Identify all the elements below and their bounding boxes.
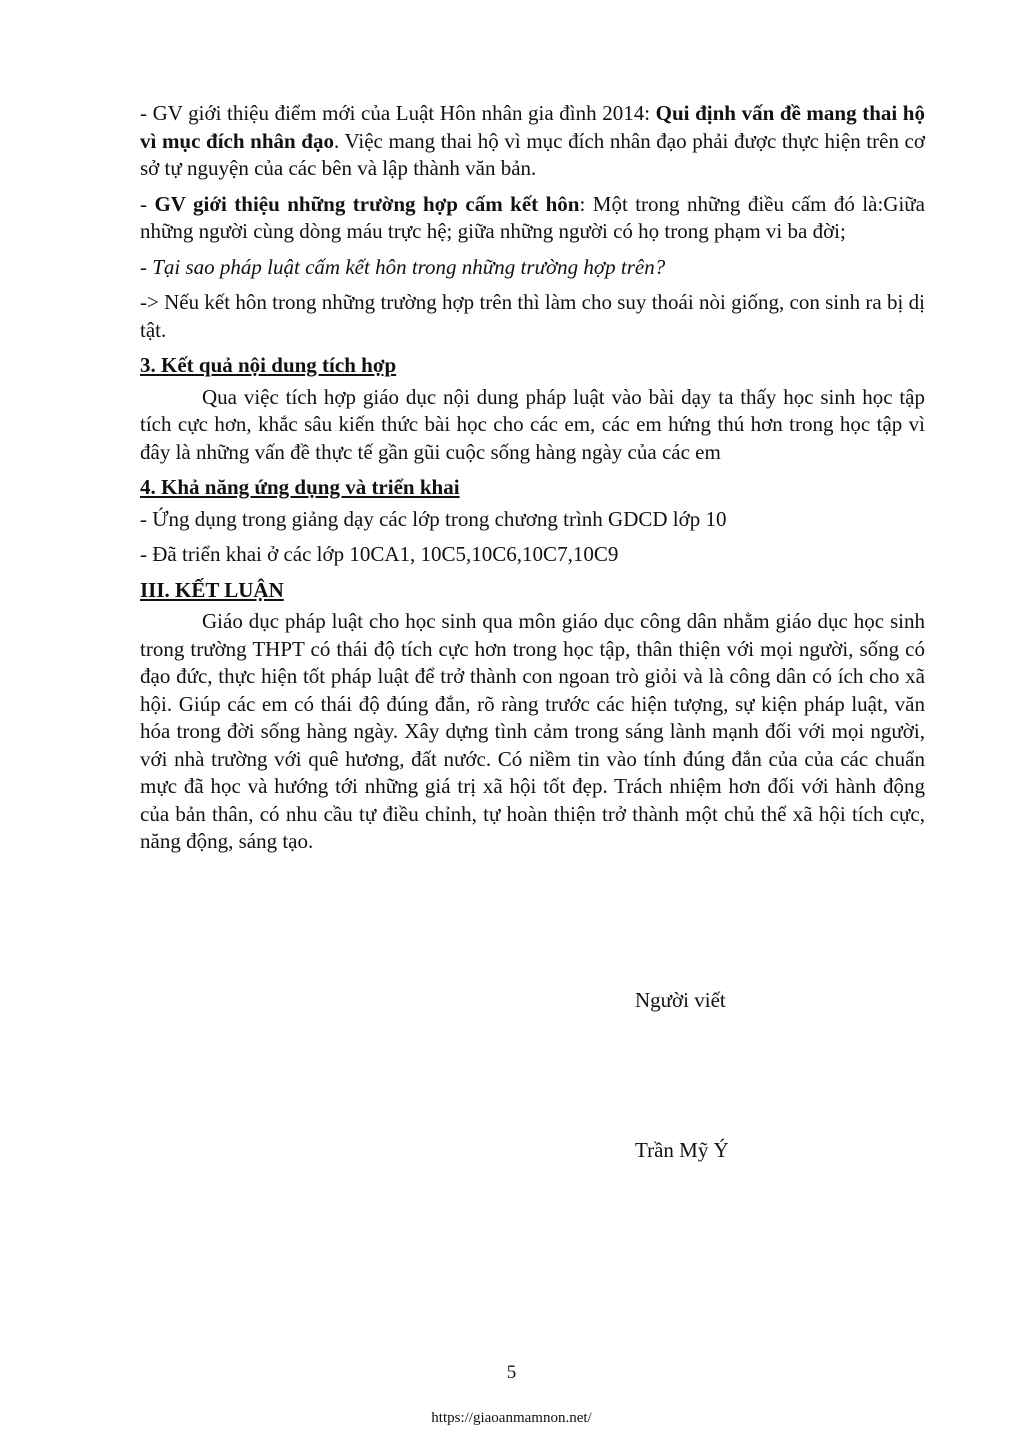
footer-url[interactable]: https://giaoanmamnon.net/ (431, 1410, 592, 1426)
paragraph-text: - (140, 254, 153, 279)
paragraph-answer: -> Nếu kết hôn trong những trường hợp trên thì làm cho suy thoái nòi giống, con sinh ra bị dị tật. (140, 290, 925, 342)
paragraph-text: : Một trong những điều cấm đó là:Giữa những người cùng dòng máu trực hệ; giữa những người có họ trong phạm vi ba đời; (140, 191, 925, 243)
bold-phrase: Qui định vấn đề mang thai hộ vì mục đích nhân đạo (140, 101, 925, 153)
section-4-item: - Đã triển khai ở các lớp 10CA1, 10C5,10C6,10C7,10C9 (140, 542, 619, 566)
page-content (140, 100, 925, 864)
conclusion-body: Giáo dục pháp luật cho học sinh qua môn giáo dục công dân nhằm giáo dục học sinh trong trường THPT có thái độ tích cực hơn trong học tập, thân thiện với mọi người, sống có đạo đức, thực hiện tốt pháp luật để trở thành con ngoan trò giỏi và là công dân có ích cho xã hội. Giúp các em có thái độ đúng đắn, rõ ràng trước các hiện tượng, sự kiện pháp luật, văn hóa trong đời sống hàng ngày. Xây dựng tình cảm trong sáng lành mạnh đối với mọi người, với nhà trường với quê hương, đất nước. Có niềm tin vào tính đúng đắn của của các chuẩn mực đã học và hướng tới những giá trị xã hội tốt đẹp. Trách nhiệm hơn đối với hành động của bản thân, có nhu cầu tự điều chỉnh, tự hoàn thiện trở thành một chủ thể xã hội tích cực, năng động, sáng tạo. (140, 609, 925, 853)
section-3-heading: 3. Kết quả nội dung tích hợp (140, 353, 397, 377)
paragraph-marriage-ban (140, 191, 925, 246)
signature-name: Trần Mỹ Ý (635, 1138, 729, 1162)
section-4-item: - Ứng dụng trong giảng dạy các lớp trong chương trình GDCD lớp 10 (140, 506, 727, 531)
conclusion-heading: III. KẾT LUẬN (140, 577, 284, 602)
paragraph-text: - GV giới thiệu điểm mới của Luật Hôn nhân gia đình 2014: (140, 101, 656, 125)
paragraph-text: . Việc mang thai hộ vì mục đích nhân đạo phải được thực hiện trên cơ sở tự nguyện của các bên và lập thành văn bản. (140, 128, 925, 180)
paragraph-surrogacy (140, 100, 925, 183)
paragraph-question (140, 254, 925, 282)
page-number: 5 (506, 1362, 517, 1383)
paragraph-text: - (140, 191, 155, 216)
italic-question: Tại sao pháp luật cấm kết hôn trong những trường hợp trên? (152, 254, 666, 279)
section-3-body: Qua việc tích hợp giáo dục nội dung pháp luật vào bài dạy ta thấy học sinh học tập tích cực hơn, khắc sâu kiến thức bài học cho các em, các em hứng thú hơn trong học tập vì đây là những vấn đề thực tế gần gũi cuộc sống hàng ngày của các em (140, 384, 925, 464)
section-4-heading: 4. Khả năng ứng dụng và triển khai (140, 475, 460, 499)
signature-title: Người viết (635, 988, 726, 1012)
bold-phrase: GV giới thiệu những trường hợp cấm kết hôn (154, 191, 580, 216)
